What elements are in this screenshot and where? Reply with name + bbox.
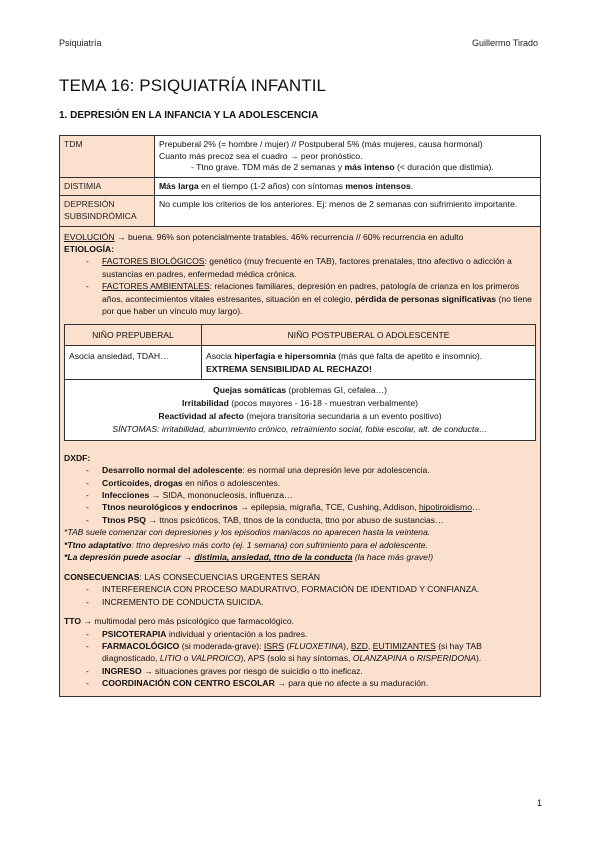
- text: VALPROICO: [190, 653, 241, 664]
- text: en niños o adolescentes.: [182, 477, 281, 488]
- text: EXTREMA SENSIBILIDAD AL RECHAZO!: [206, 363, 372, 374]
- row-key: TDM: [60, 136, 155, 178]
- text: → ttnos psicóticos, TAB, ttnos de la conducta, ttno por abuso de sustancias…: [145, 514, 444, 525]
- note: [64, 539, 536, 551]
- etiology-list: [64, 255, 536, 317]
- list-item: [64, 464, 536, 476]
- list-item: [64, 489, 536, 501]
- text: hiperfagia e hipersomnia: [234, 351, 336, 362]
- text-line: Prepuberal 2% (= hombre / mujer) // Postpuberal 5% (más mujeres, causa hormonal): [159, 139, 483, 149]
- text: individual y orientación a los padres.: [166, 628, 308, 639]
- text: → situaciones graves por riesgo de suicidio o tto ineficaz.: [141, 665, 363, 676]
- note: *TAB suele comenzar con depresiones y los episodios maníacos no aparecen hasta la veintena.: [64, 527, 431, 538]
- text: : genético (muy frecuente en TAB), factores prenatales, ttno afectivo o adicción a sustancias en padres, enfermedad médica crónica.: [102, 256, 512, 279]
- row-value: [155, 136, 541, 178]
- header-author: Guillermo Tirado: [471, 38, 538, 48]
- text: INGRESO: [102, 665, 142, 676]
- text: FARMACOLÓGICO: [102, 641, 180, 651]
- dxdf-label: [64, 452, 536, 464]
- text: OLANZAPINA: [352, 653, 408, 664]
- list-item: [64, 255, 536, 280]
- text: Infecciones: [102, 490, 150, 501]
- header-subject: Psiquiatría: [59, 38, 102, 48]
- text: …: [472, 502, 481, 513]
- text: (: [283, 641, 290, 651]
- list-item: [64, 640, 536, 665]
- text: *La depresión puede asociar →: [64, 552, 195, 563]
- text: FLUOXETINA: [289, 641, 344, 651]
- text: Quejas somáticas: [213, 385, 287, 396]
- text-line: [69, 410, 531, 423]
- text: DXDF:: [64, 452, 91, 463]
- list-item: [64, 514, 536, 526]
- text: Corticoides, drogas: [102, 477, 183, 488]
- text-line: [69, 384, 531, 397]
- text: o: [181, 653, 191, 664]
- table-row: [65, 380, 536, 441]
- table-row: [60, 177, 541, 196]
- text: (si hay TAB diagnosticado,: [102, 641, 482, 664]
- text: más intenso: [344, 162, 395, 173]
- text-line: [159, 162, 536, 174]
- text: (problemas GI, cefalea…): [286, 385, 387, 396]
- row-value: [155, 177, 541, 196]
- row-key: DEPRESIÓN SUBSINDRÓMICA: [60, 196, 155, 226]
- text: → multimodal pero más psicológico que farmacológico.: [81, 616, 295, 627]
- text: ISRS: [263, 641, 284, 651]
- text: ,: [368, 641, 373, 651]
- text-line: [206, 363, 531, 375]
- text: ),: [343, 641, 351, 651]
- list-item: [64, 501, 536, 513]
- text: → buena. 96% son potencialmente tratables. 46% recurrencia // 60% recurrencia en adulto: [114, 231, 464, 242]
- content: [59, 135, 541, 697]
- list-item: [64, 628, 536, 640]
- text: Desarrollo normal del adolescente: [102, 465, 243, 476]
- section-heading: 1. DEPRESIÓN EN LA INFANCIA Y LA ADOLESCENCIA: [59, 110, 319, 121]
- text-line: [69, 397, 531, 410]
- text: (más que falta de apetito e insomnio).: [335, 351, 483, 362]
- text: ), APS (solo si hay síntomas,: [240, 653, 353, 664]
- list-item: - INCREMENTO DE CONDUCTA SUICIDA.: [64, 596, 536, 608]
- text: pérdida de personas significativas: [355, 293, 497, 304]
- row-value: No cumple los criterios de los anteriores. Ej: menos de 2 semanas con sufrimiento importante.: [155, 196, 541, 226]
- list-item: [64, 477, 536, 489]
- text-line: [69, 423, 531, 436]
- text: : ttno depresivo más corto (ej. 1 semana) con sufrimiento para el adolescente.: [131, 539, 428, 550]
- table-row: [60, 196, 541, 226]
- text: (pocos mayores - 16-18 - muestran verbalmente): [228, 397, 418, 408]
- table-row: [65, 324, 536, 345]
- text: Asocia: [206, 351, 235, 362]
- text: (mejora transitoria secundaria a un evento positivo): [243, 410, 442, 421]
- table-cell: Asocia ansiedad, TDAH…: [65, 346, 202, 380]
- list-item: - INTERFERENCIA CON PROCESO MADURATIVO, FORMACIÓN DE IDENTIDAD Y CONFIANZA.: [64, 583, 536, 595]
- text: (< duración que distimia).: [394, 162, 494, 173]
- text: hipotiroidismo: [418, 502, 472, 513]
- page-title: TEMA 16: PSIQUIATRÍA INFANTIL: [59, 76, 327, 95]
- text: EUTIMIZANTES: [372, 641, 436, 651]
- text: LITIO: [159, 653, 182, 664]
- text: RISPERIDONA: [416, 653, 477, 664]
- evolution: [64, 231, 536, 243]
- consequences-list: [64, 583, 536, 608]
- row-key: DISTIMIA: [60, 177, 155, 196]
- note: [64, 551, 536, 563]
- text: (si moderada-grave):: [179, 641, 264, 651]
- text: ).: [476, 653, 482, 664]
- column-header: NIÑO POSTPUBERAL O ADOLESCENTE: [202, 324, 536, 345]
- text: FACTORES AMBIENTALES: [102, 281, 210, 292]
- text-line: Cuanto más precoz sea el cuadro → peor pronóstico.: [159, 150, 363, 161]
- text: TTO: [64, 616, 82, 627]
- text: distimia, ansiedad, ttno de la conducta: [194, 552, 353, 563]
- text: : LAS CONSECUENCIAS URGENTES SERÁN: [139, 571, 320, 582]
- text: SÍNTOMAS: irritabilidad, aburrimiento crónico, retraimiento social, fobia escolar, alt. de conducta…: [112, 423, 488, 434]
- text: EVOLUCIÓN: [64, 231, 115, 242]
- text: CONSECUENCIAS: [64, 571, 140, 582]
- treatment: [64, 615, 536, 627]
- text: Ttnos PSQ: [102, 514, 146, 525]
- table-row: [65, 346, 536, 380]
- text: *Ttno adaptativo: [64, 539, 132, 550]
- text: (la hace más grave!): [352, 552, 434, 563]
- notes-box: [59, 227, 541, 697]
- text: → para que no afecte a su maduración.: [274, 678, 429, 689]
- list-item: [64, 677, 536, 689]
- page-number: 1: [536, 798, 542, 808]
- text: COORDINACIÓN CON CENTRO ESCOLAR: [102, 678, 275, 689]
- treatment-list: [64, 628, 536, 690]
- text: Ttnos neurológicos y endocrinos: [102, 502, 238, 513]
- list-item: [64, 665, 536, 677]
- consequences: [64, 571, 536, 583]
- text: PSICOTERAPIA: [102, 628, 167, 639]
- text: (no tiene por que haber un vínculo muy largo).: [102, 293, 532, 317]
- text: .: [410, 180, 414, 191]
- etiology-label: [64, 243, 536, 255]
- text: : relaciones familiares, depresión en padres, patología de crianza en los primeros años, acontecimientos vitales estresantes, situación en el colegio,: [102, 281, 520, 304]
- text: BZD: [350, 641, 368, 651]
- table-cell: [202, 346, 536, 380]
- list-item: [64, 280, 536, 317]
- table-row: [60, 136, 541, 178]
- text: en el tiempo (1-2 años) con síntomas: [198, 180, 346, 191]
- text: : es normal una depresión leve por adolescencia.: [242, 465, 430, 476]
- text: → epilepsia, migraña, TCE, Cushing, Addison,: [237, 502, 419, 513]
- text: FACTORES BIOLÓGICOS: [102, 256, 205, 267]
- table-cell: [65, 380, 536, 441]
- text: Más larga: [159, 180, 199, 191]
- text: Reactividad al afecto: [158, 410, 244, 421]
- text-line: [206, 350, 531, 362]
- column-header: NIÑO PREPUBERAL: [65, 324, 202, 345]
- dxdf-list: [64, 464, 536, 526]
- age-table: [64, 324, 536, 441]
- text: ETIOLOGÍA:: [64, 244, 115, 255]
- text: o: [407, 653, 417, 664]
- text: Irritabilidad: [182, 397, 229, 408]
- text: menos intensos: [345, 180, 411, 191]
- text: → SIDA, mononucleosis, influenza…: [149, 490, 293, 501]
- types-table: [59, 135, 541, 227]
- text: - Ttno grave. TDM más de 2 semanas y: [191, 162, 345, 173]
